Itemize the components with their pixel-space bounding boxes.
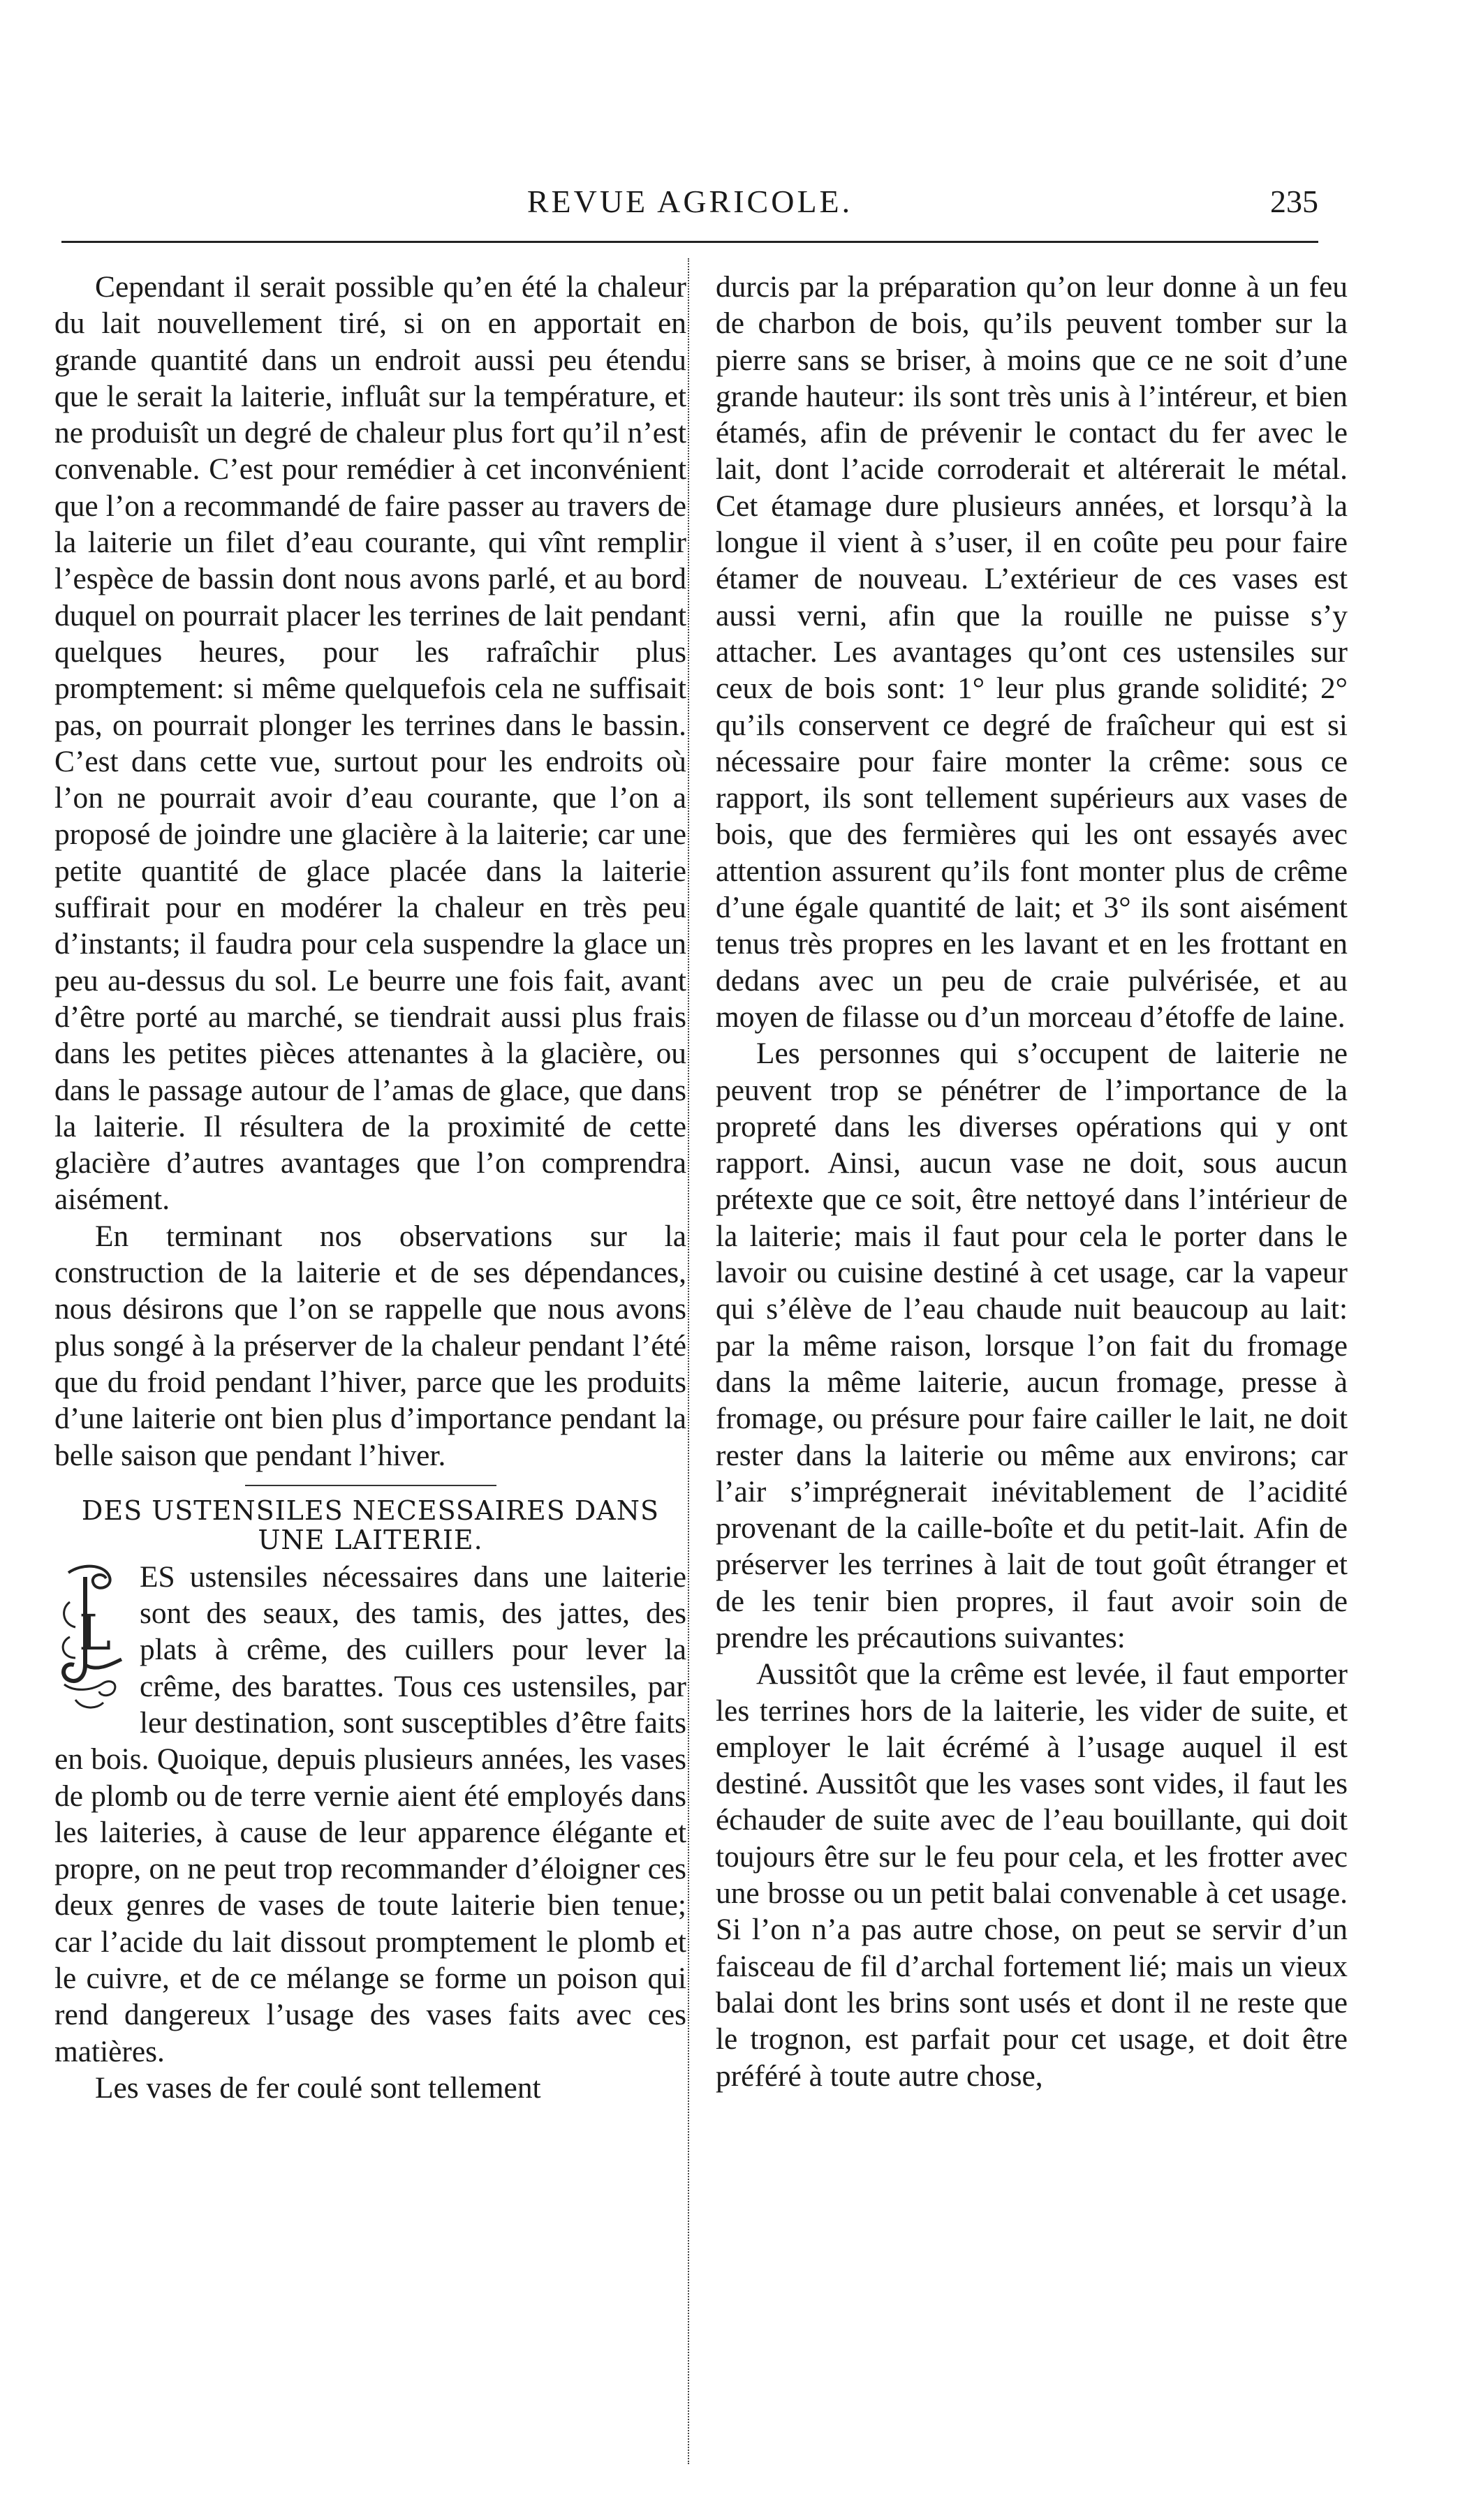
dropcap-letter: L: [78, 1603, 112, 1661]
left-paragraph-4: Les vases de fer coulé sont tellement: [95, 2070, 541, 2105]
section-separator: [245, 1485, 496, 1486]
running-title: REVUE AGRICOLE.: [526, 184, 853, 219]
left-paragraph-2: En terminant nos observations sur la construction de la laiterie et de ses dépendances, nous désirons que l’on se rappelle que nous avons plus songé à la préserver de la chaleur pendant l’été que du froid pendant l’hiver, parce que les produits d’une laiterie ont bien plus d’importance pendant la belle saison que pendant l’hiver.: [54, 1219, 686, 1472]
dropcap-paragraph: [54, 1559, 686, 2070]
column-divider: [688, 258, 689, 2464]
right-column: [716, 269, 1348, 2094]
running-head: [61, 183, 1318, 232]
left-column: [54, 269, 686, 2106]
right-paragraph-2: Les personnes qui s’occupent de laiterie ne peuvent trop se pénétrer de l’importance de la propreté dans les diverses opérations qui y ont rapport. Ainsi, aucun vase ne doit, sous aucun prétexte que ce soit, être nettoyé dans l’intérieur de la laiterie; mais il faut pour cela le porter dans le lavoir ou cuisine destiné à cet usage, car la vapeur qui s’élève de l’eau chaude nuit beaucoup au lait: par la même raison, lorsque l’on fait du fromage dans la même laiterie, aucun fromage, presse à fromage, ou présure pour faire cailler le lait, ne doit rester dans la laiterie ou même aux environs; car l’air s’imprégnerait inévitablement de l’acidité provenant de la caille-boîte et du petit-lait. Afin de préserver les terrines à lait de tout goût étranger et de les tenir bien propres, il faut avoir soin de prendre les précautions suivantes:: [716, 1037, 1348, 1654]
section-title: DES USTENSILES NECESSAIRES DANS UNE LAITERIE.: [81, 1495, 660, 1555]
ornamental-dropcap-icon: [54, 1560, 131, 1714]
right-paragraph-1: durcis par la préparation qu’on leur donne à un feu de charbon de bois, qu’ils peuvent tomber sur la pierre sans se briser, à moins que ce ne soit d’une grande hauteur: ils sont très unis à l’intéreur, et bien étamés, afin de prévenir le contact du fer avec le lait, dont l’acide corroderait et altérerait le métal. Cet étamage dure plusieurs années, et lorsqu’à la longue il vient à s’user, il en coûte peu pour faire étamer de nouveau. L’extérieur de ces vases est aussi verni, afin que la rouille ne puisse s’y attacher. Les avantages qu’ont ces ustensiles sur ceux de bois sont: 1° leur plus grande solidité; 2° qu’ils conservent ce degré de fraîcheur qui est si nécessaire pour faire monter la crême: sous ce rapport, ils sont tellement supérieurs aux vases de bois, que des fermières qui les ont essayés avec attention assurent qu’ils font monter plus de crême d’une égale quantité de lait; et 3° ils sont aisément tenus très propres en les lavant et en les frottant en dedans avec un peu de craie pulvérisée, et au moyen de filasse ou d’un morceau d’étoffe de laine.: [716, 270, 1348, 1034]
right-paragraph-3: Aussitôt que la crême est levée, il faut emporter les terrines hors de la laiterie, les vider de suite, et employer le lait écrémé à l’usage auquel il est destiné. Aussitôt que les vases sont vides, il faut les échauder de suite avec de l’eau bouillante, qui doit toujours être sur le feu pour cela, et les frotter avec une brosse ou un petit balai convenable à cet usage. Si l’on n’a pas autre chose, on peut se servir d’un faisceau de fil d’archal fortement lié; mais un vieux balai dont les brins sont usés et dont il ne reste que le trognon, est parfait pour cet usage, et doit être préféré à toute autre chose,: [716, 1657, 1348, 2093]
header-rule: [61, 241, 1318, 243]
left-paragraph-1: Cependant il serait possible qu’en été la chaleur du lait nouvellement tiré, si on en apportait en grande quantité dans un endroit aussi peu étendu que le serait la laiterie, influât sur la température, et ne produisît un degré de chaleur plus fort qu’il n’est convenable. C’est pour remédier à cet inconvénient que l’on a recommandé de faire passer au travers de la laiterie un filet d’eau courante, qui vînt remplir l’espèce de bassin dont nous avons parlé, et au bord duquel on pourrait placer les terrines de lait pendant quelques heures, pour les rafraîchir plus promptement: si même quelquefois cela ne suffisait pas, on pourrait plonger les terrines dans le bassin. C’est dans cette vue, surtout pour les endroits où l’on ne pourrait avoir d’eau courante, que l’on a proposé de joindre une glacière à la laiterie; car une petite quantité de glace placée dans la laiterie suffirait pour en modérer la chaleur en très peu d’instants; il faudra pour cela suspendre la glace un peu au-dessus du sol. Le beurre une fois fait, avant d’être porté au marché, se tiendrait aussi plus frais dans les petites pièces attenantes à la glacière, ou dans le passage autour de l’amas de glace, que dans la laiterie. Il résultera de la proximité de cette glacière d’autres avantages que l’on comprendra aisément.: [54, 270, 686, 1217]
page-number: 235: [1270, 184, 1318, 219]
left-paragraph-3: ES ustensiles nécessaires dans une laiterie sont des seaux, des tamis, des jattes, des plats à crême, des cuillers pour lever la crême, des barattes. Tous ces ustensiles, par leur destination, sont susceptibles d’être faits en bois. Quoique, depuis plusieurs années, les vases de plomb ou de terre vernie aient été employés dans les laiteries, à cause de leur apparence élégante et propre, on ne peut trop recommander d’éloigner ces deux genres de vases de toute laiterie bien tenue; car l’acide du lait dissout promptement le plomb et le cuivre, et de ce mélange se forme un poison qui rend dangereux l’usage des vases faits avec ces matières.: [54, 1559, 686, 2068]
